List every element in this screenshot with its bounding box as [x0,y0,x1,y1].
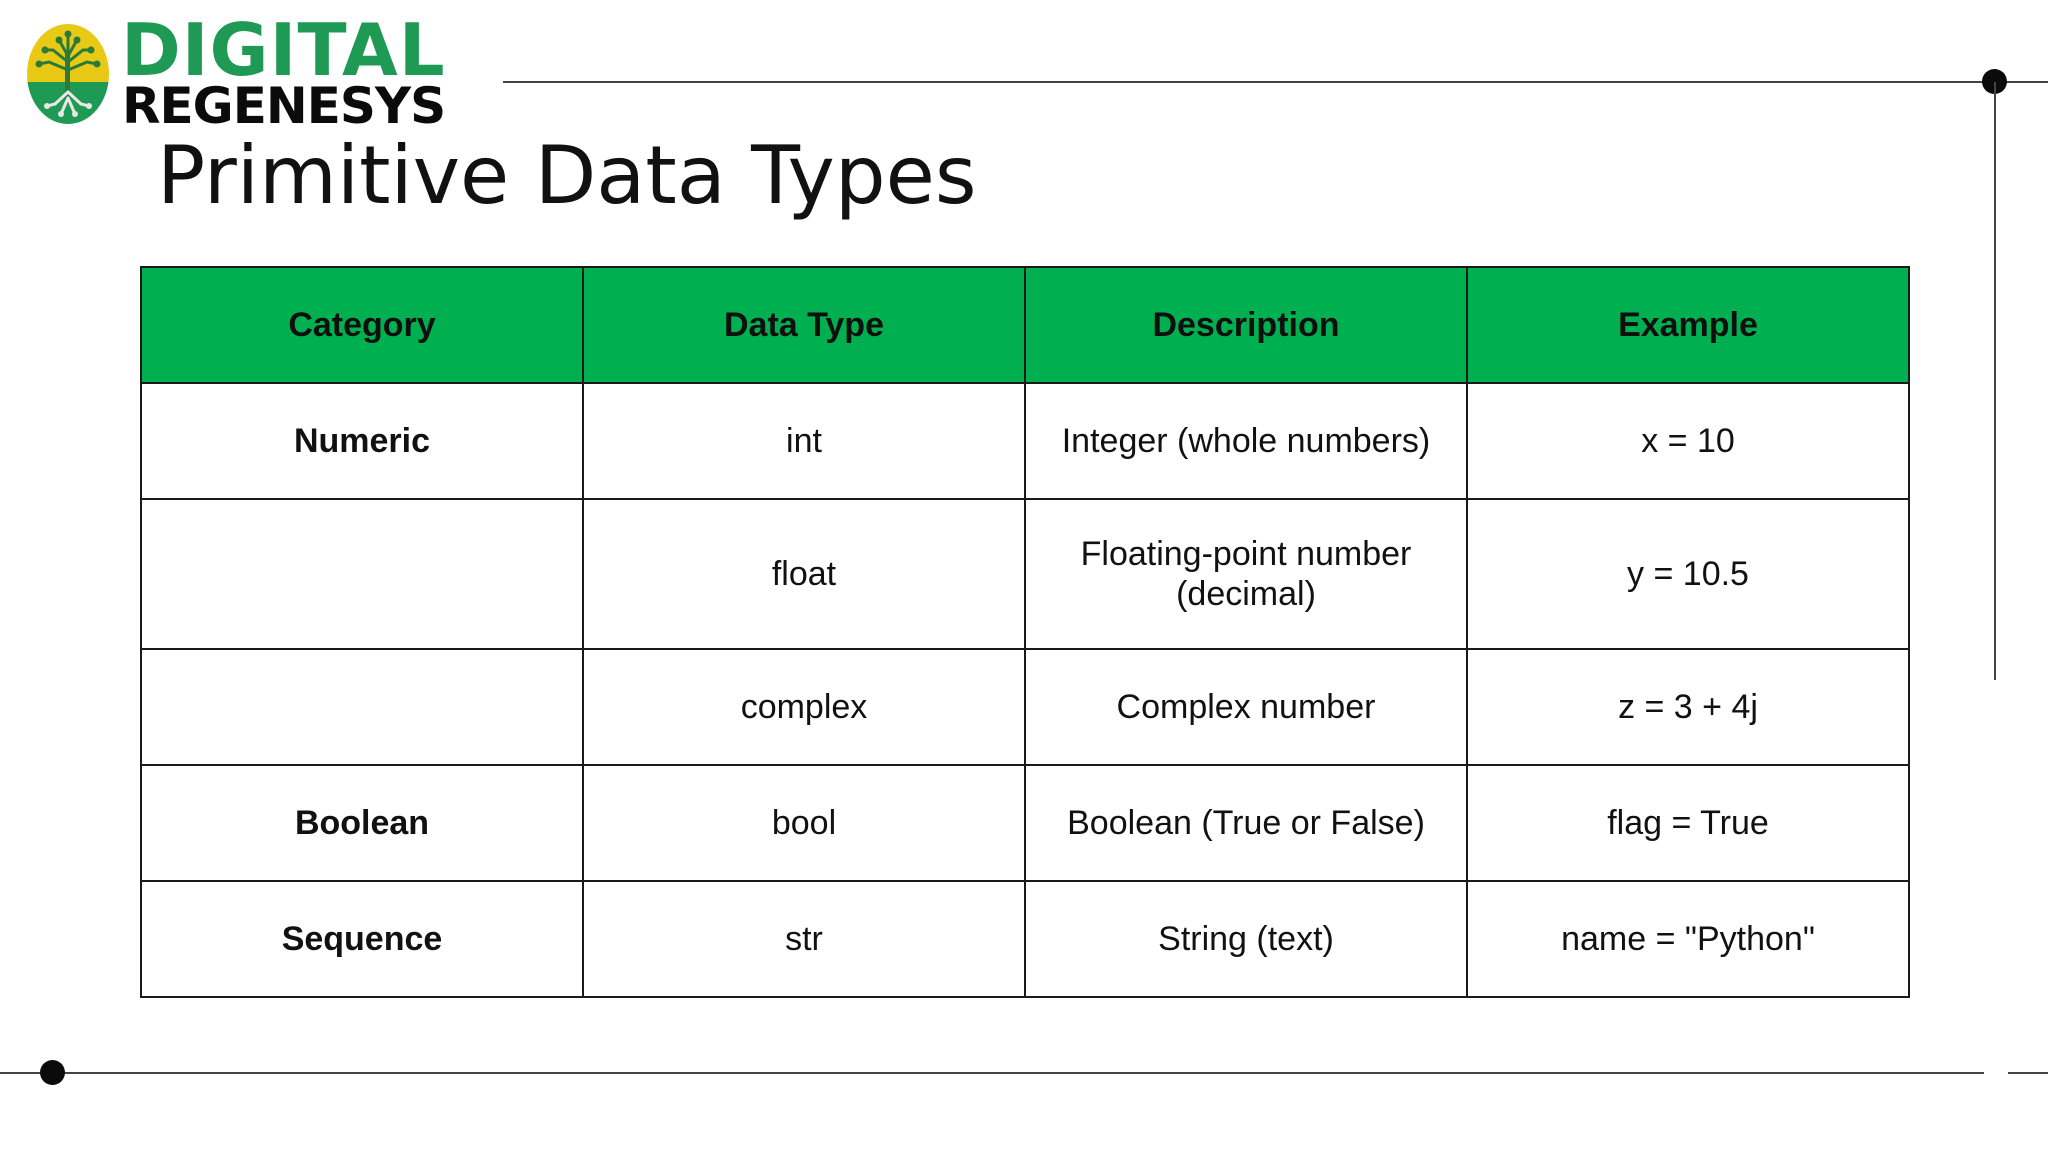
table-header-row [141,267,1909,383]
column-header-category: Category [141,267,583,383]
data-type-cell: bool [583,765,1025,881]
example-cell: x = 10 [1467,383,1909,499]
table-row [141,765,1909,881]
logo-text-regenesys: REGENESYS [122,77,446,135]
logo-emblem [25,22,111,126]
data-type-cell: float [583,499,1025,649]
logo-text-digital: DIGITAL [121,8,446,92]
bottom-left-dot [40,1060,65,1085]
table-row [141,881,1909,997]
description-cell: String (text) [1025,881,1467,997]
category-cell: Numeric [141,383,583,499]
top-divider-line [503,81,2048,83]
data-type-cell: str [583,881,1025,997]
example-cell: z = 3 + 4j [1467,649,1909,765]
bottom-divider-line [0,1072,1984,1074]
right-vertical-line [1994,82,1996,680]
description-cell: Complex number [1025,649,1467,765]
column-header-description: Description [1025,267,1467,383]
description-cell: Boolean (True or False) [1025,765,1467,881]
example-cell: flag = True [1467,765,1909,881]
category-cell: Boolean [141,765,583,881]
data-types-table [140,266,1910,998]
category-cell [141,649,583,765]
example-cell: y = 10.5 [1467,499,1909,649]
column-header-data-type: Data Type [583,267,1025,383]
description-cell: Floating-point number (decimal) [1025,499,1467,649]
tree-circuit-icon [25,22,111,126]
example-cell: name = "Python" [1467,881,1909,997]
table-row [141,383,1909,499]
table-row [141,649,1909,765]
slide-title: Primitive Data Types [157,129,977,222]
category-cell [141,499,583,649]
table-row [141,499,1909,649]
data-type-cell: int [583,383,1025,499]
data-type-cell: complex [583,649,1025,765]
category-cell: Sequence [141,881,583,997]
column-header-example: Example [1467,267,1909,383]
bottom-divider-line-end [2008,1072,2048,1074]
description-cell: Integer (whole numbers) [1025,383,1467,499]
